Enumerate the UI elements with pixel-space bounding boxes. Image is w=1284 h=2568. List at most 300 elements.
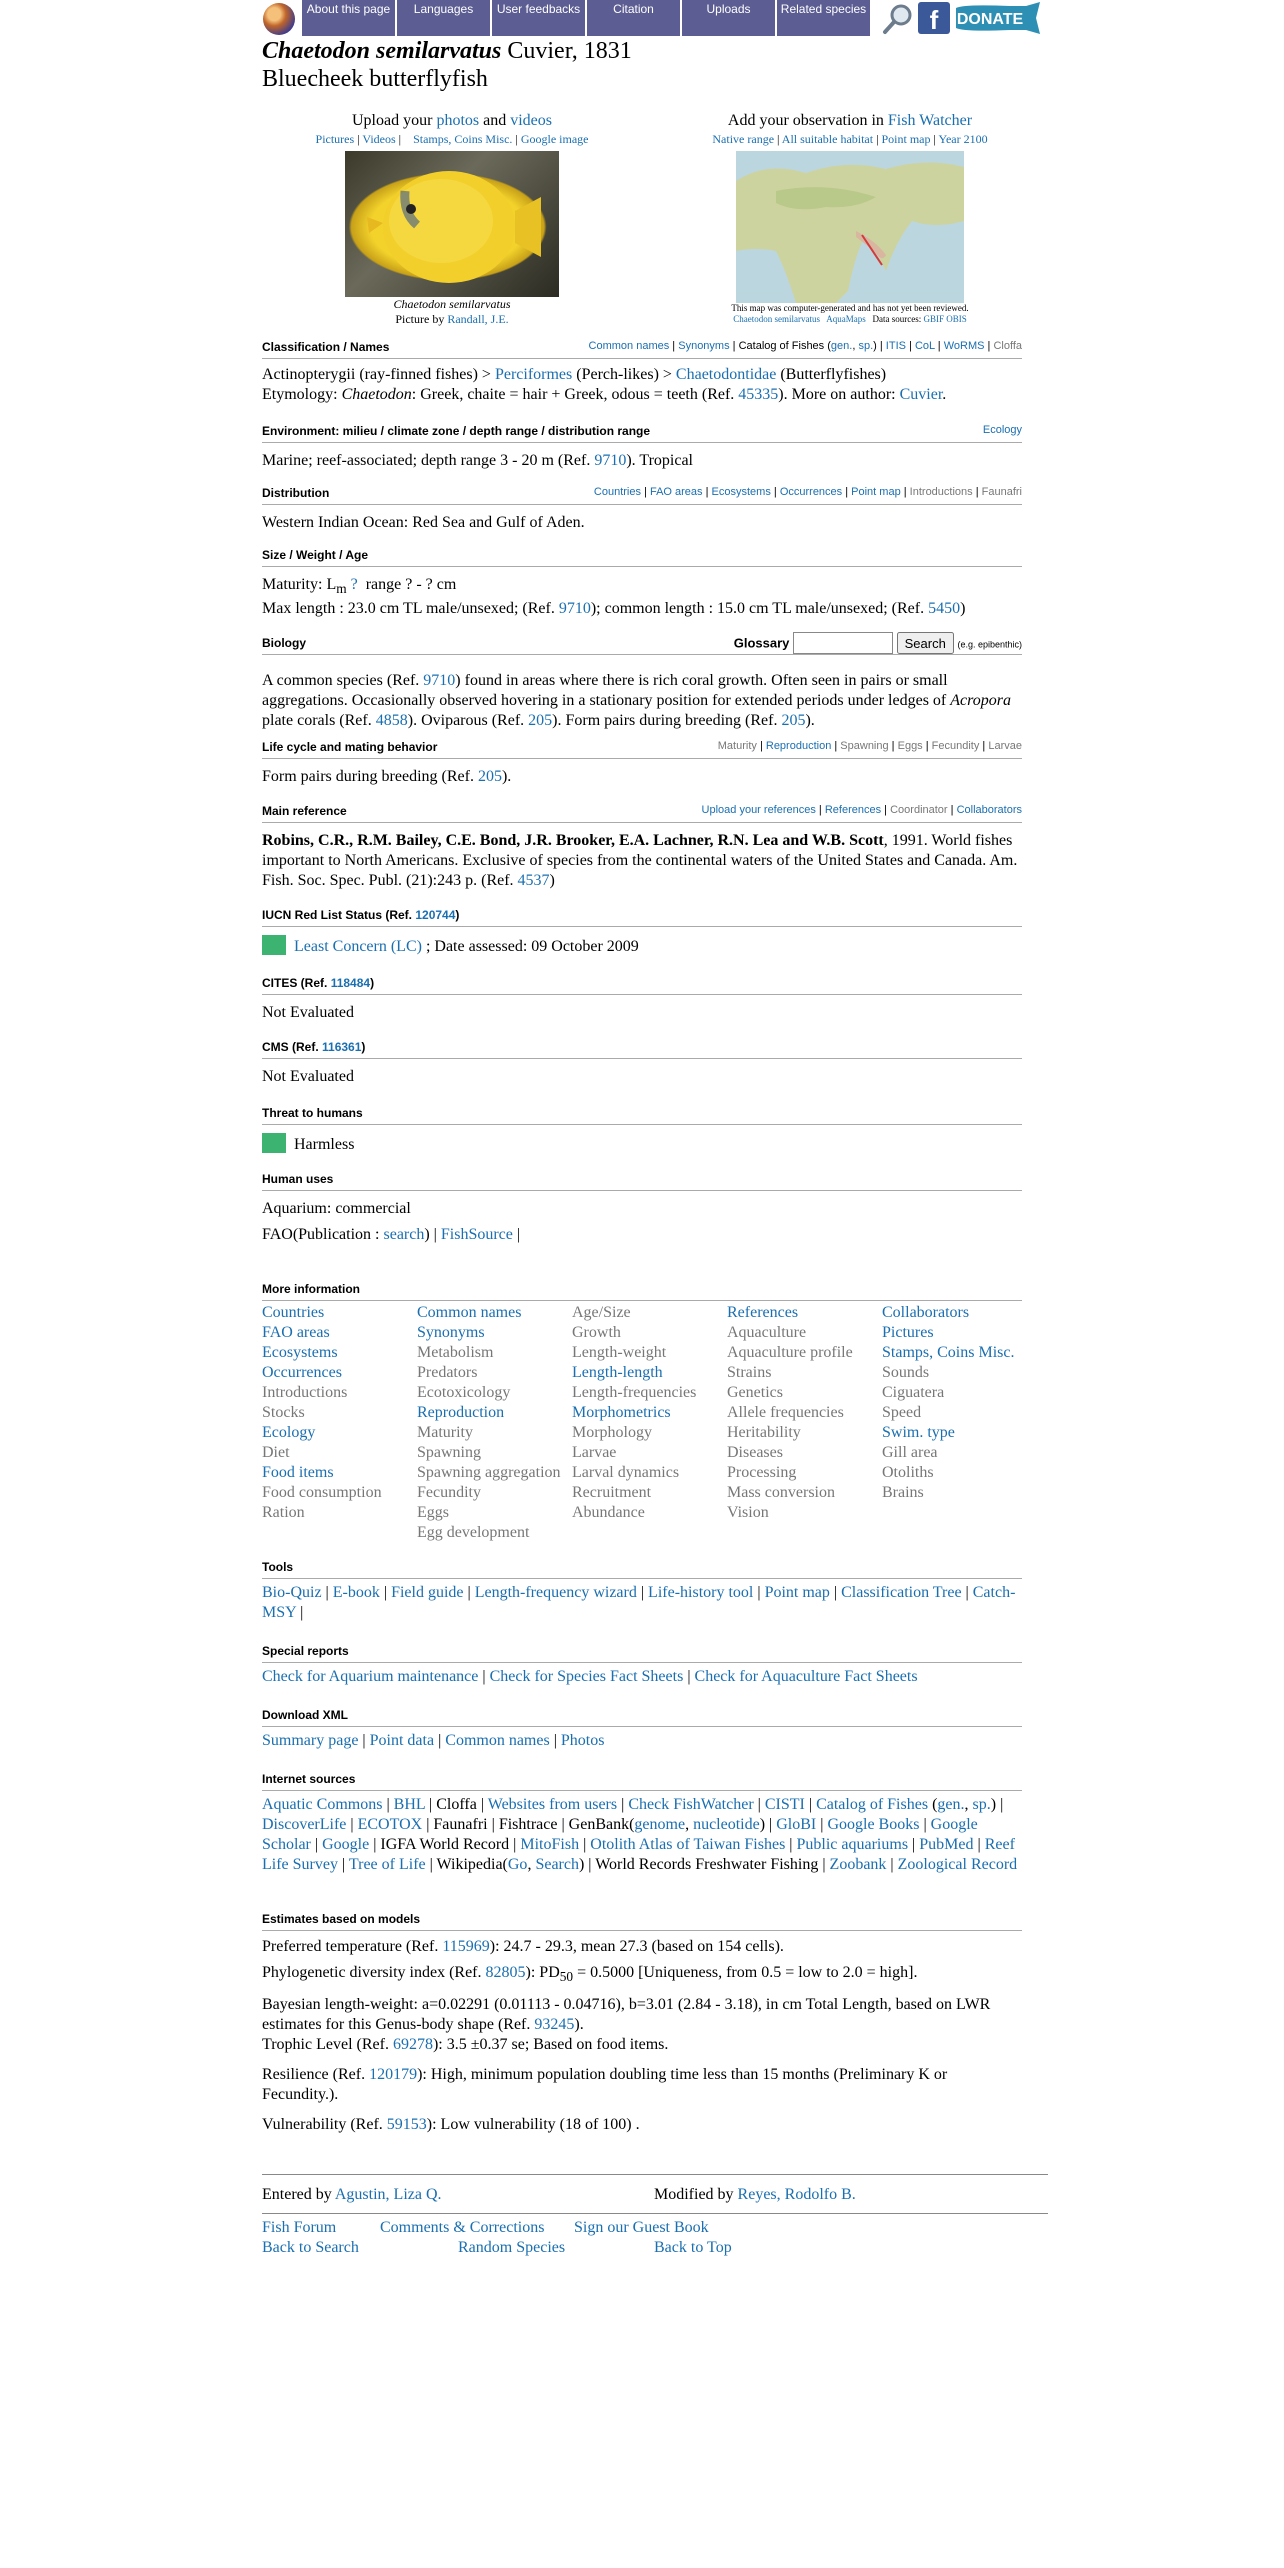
vulnerability <box>262 2115 1022 2135</box>
fao-search-link[interactable]: search <box>383 1226 425 1243</box>
more-info-item[interactable]: FAO areas <box>262 1324 330 1341</box>
cms-ref-link[interactable]: 116361 <box>322 1040 362 1054</box>
catalog-sp-link[interactable]: sp. <box>858 340 874 352</box>
tool-classification-tree[interactable]: Classification Tree <box>841 1584 962 1601</box>
top-navigation <box>262 0 1048 36</box>
fishbase-logo-icon[interactable] <box>263 3 295 35</box>
internet-source-separator: , <box>685 1816 694 1833</box>
human-uses-heading: Human uses <box>262 1172 334 1186</box>
internet-source-separator: ) | <box>990 1796 1008 1813</box>
more-info-item: Aquaculture profile <box>727 1344 853 1361</box>
internet-source-separator: | <box>753 1796 765 1813</box>
tool-point-map[interactable]: Point map <box>764 1584 830 1601</box>
internet-source-link[interactable]: Search <box>535 1856 579 1873</box>
point-map-link[interactable]: Point map <box>881 132 931 146</box>
more-info-item: Larval dynamics <box>572 1464 680 1481</box>
stamps-link[interactable]: Stamps, Coins Misc. <box>413 132 513 146</box>
col-link[interactable]: CoL <box>914 340 935 352</box>
internet-source-link[interactable]: Zoological Record <box>897 1856 1018 1873</box>
videos-link[interactable]: Videos <box>362 132 396 146</box>
internet-source-separator: | Faunafri | Fishtrace | GenBank( <box>422 1816 635 1833</box>
nav-tab-about[interactable]: About this page <box>302 0 397 36</box>
more-info-item: Strains <box>727 1364 772 1381</box>
countries-link[interactable]: Countries <box>593 486 641 498</box>
more-info-item[interactable]: Reproduction <box>417 1404 505 1421</box>
size-heading: Size / Weight / Age <box>262 548 369 562</box>
internet-source-separator: | Cloffa | <box>425 1796 488 1813</box>
more-info-item: Heritability <box>727 1424 801 1441</box>
phylo-ref-link[interactable]: 82805 <box>485 1964 526 1981</box>
internet-source-link[interactable]: PubMed <box>919 1836 974 1853</box>
more-info-column <box>727 1303 882 1543</box>
internet-source-link[interactable]: Check FishWatcher <box>628 1796 754 1813</box>
phylo-pd: ): PD <box>525 1964 560 1981</box>
more-info-item[interactable]: Occurrences <box>262 1364 342 1381</box>
back-to-top-link[interactable]: Back to Top <box>654 2239 732 2256</box>
internet-source-separator: ) | World Records Freshwater Fishing | <box>578 1856 830 1873</box>
biology-text-3: plate corals (Ref. <box>262 712 372 729</box>
cites-heading: CITES (Ref. <box>262 976 328 990</box>
internet-source-separator: | <box>579 1836 591 1853</box>
troph-value: ): 3.5 ±0.37 se; Based on food items. <box>432 2036 669 2054</box>
fishsource-link[interactable]: FishSource <box>440 1226 513 1243</box>
more-info-item: Growth <box>572 1324 621 1341</box>
footer-links <box>262 2214 1048 2258</box>
distribution-point-map-link[interactable]: Point map <box>851 486 901 498</box>
nav-tabs <box>302 0 872 36</box>
glossary-search-button[interactable]: Search <box>897 632 954 654</box>
nav-tab-languages[interactable]: Languages <box>397 0 492 36</box>
tool-catch-msy[interactable]: Catch-MSY <box>262 1584 1016 1621</box>
internet-source-separator: | <box>908 1836 920 1853</box>
biology-ref-3[interactable]: 205 <box>528 712 553 729</box>
more-info-item: Gill area <box>882 1444 938 1461</box>
more-info-item[interactable]: Swim. type <box>882 1424 955 1441</box>
size-section <box>262 548 1022 619</box>
ecology-link[interactable]: Ecology <box>982 424 1022 436</box>
lifecycle-heading: Life cycle and mating behavior <box>262 740 438 754</box>
author-link[interactable]: Cuvier <box>899 386 943 403</box>
more-info-item: Diseases <box>727 1444 783 1461</box>
more-info-item[interactable]: Pictures <box>882 1324 934 1341</box>
maturity-sub: m <box>336 581 347 597</box>
vuln-text: Vulnerability (Ref. <box>262 2116 383 2134</box>
references-link[interactable]: References <box>824 804 882 816</box>
common-names-link[interactable]: Common names <box>588 340 670 352</box>
distribution-text: Western Indian Ocean: Red Sea and Gulf of Aden. <box>262 514 585 531</box>
more-info-item: Length-weight <box>572 1344 667 1361</box>
internet-source-link[interactable]: CISTI <box>764 1796 805 1813</box>
biology-text-5: ). Form pairs during breeding (Ref. <box>552 712 778 729</box>
scientific-name: Chaetodon semilarvatus <box>262 38 502 64</box>
tool-life-history[interactable]: Life-history tool <box>648 1584 754 1601</box>
cms-section: CMS (Ref. 116361) Not Evaluated <box>262 1040 1022 1087</box>
biology-ref-2[interactable]: 4858 <box>375 712 408 729</box>
maturity-label: Maturity: L <box>262 576 337 593</box>
more-info-item: Ration <box>262 1504 305 1521</box>
distribution-map-illustration <box>736 151 964 303</box>
environment-section <box>262 424 1022 471</box>
fish-photo-illustration <box>345 151 559 297</box>
more-info-item: Metabolism <box>417 1344 494 1361</box>
bayes-ref-link[interactable]: 93245 <box>534 2016 575 2034</box>
common-length-text: ); common length : 15.0 cm TL male/unsexed; (Ref. <box>590 600 925 618</box>
entered-by-label: Entered by <box>262 2186 332 2203</box>
maturity-range: range ? - ? cm <box>365 576 457 593</box>
iucn-status-color <box>262 935 286 955</box>
xml-summary-link[interactable]: Summary page <box>262 1732 359 1749</box>
distribution-map[interactable] <box>736 151 964 303</box>
internet-source-link[interactable]: Google Scholar <box>262 1816 982 1853</box>
donate-label: DONATE <box>956 11 1024 28</box>
tool-ebook[interactable]: E-book <box>332 1584 380 1601</box>
glossary-example: (e.g. epibenthic) <box>957 639 1022 650</box>
nav-tab-related-species[interactable]: Related species <box>777 0 872 36</box>
suitable-habitat-link[interactable]: All suitable habitat <box>781 132 874 146</box>
more-info-item[interactable]: Countries <box>262 1304 325 1321</box>
comments-corrections-link[interactable]: Comments & Corrections <box>380 2219 545 2236</box>
xml-photos-link[interactable]: Photos <box>560 1732 605 1749</box>
tool-field-guide[interactable]: Field guide <box>391 1584 464 1601</box>
entered-by-link[interactable]: Agustin, Liza Q. <box>334 2186 442 2203</box>
internet-source-separator: , <box>527 1856 536 1873</box>
internet-source-link[interactable]: Catalog of Fishes <box>816 1796 929 1813</box>
internet-source-link[interactable]: Websites from users <box>487 1796 618 1813</box>
vuln-ref-link[interactable]: 59153 <box>386 2116 427 2134</box>
internet-source-separator: | <box>617 1796 629 1813</box>
search-icon[interactable] <box>882 2 916 36</box>
iucn-date: ; Date assessed: 09 October 2009 <box>425 938 639 955</box>
map-note: This map was computer-generated and has not yet been reviewed. <box>731 303 969 313</box>
internet-source-separator: | <box>785 1836 797 1853</box>
catalog-gen-link[interactable]: gen. <box>830 340 853 352</box>
more-info-item: Predators <box>417 1364 478 1381</box>
more-info-item: Mass conversion <box>727 1484 835 1501</box>
internet-source-link[interactable]: Otolith Atlas of Taiwan Fishes <box>590 1836 786 1853</box>
internet-source-separator: | <box>382 1796 394 1813</box>
download-xml-section: Download XML Summary page | Point data | Common names | Photos <box>262 1708 1022 1751</box>
more-info-item[interactable]: Morphometrics <box>572 1404 671 1421</box>
internet-source-separator: ) | <box>759 1816 777 1833</box>
synonyms-link[interactable]: Synonyms <box>678 340 730 352</box>
internet-source-separator: | Wikipedia( <box>425 1856 508 1873</box>
introductions-text: Introductions <box>909 486 973 498</box>
more-info-item[interactable]: Length-length <box>572 1364 663 1381</box>
internet-source-separator: | IGFA World Record | <box>369 1836 521 1853</box>
internet-source-separator: , <box>964 1796 973 1813</box>
internet-source-link[interactable]: Aquatic Commons <box>262 1796 383 1813</box>
internet-source-separator: | <box>346 1816 358 1833</box>
facebook-icon[interactable]: f <box>918 2 950 34</box>
cloffa-text: Cloffa <box>993 340 1022 352</box>
lifecycle-text: Form pairs during breeding (Ref. <box>262 768 474 785</box>
bayesian-length-weight <box>262 1995 1022 2035</box>
nav-tab-citation[interactable]: Citation <box>587 0 682 36</box>
internet-source-link[interactable]: BHL <box>393 1796 426 1813</box>
aquarium-maintenance-link[interactable]: Check for Aquarium maintenance <box>262 1668 479 1685</box>
troph-ref-link[interactable]: 69278 <box>392 2036 433 2054</box>
reference-authors: Robins, C.R., R.M. Bailey, C.E. Bond, J.R. Brooker, E.A. Lachner, R.N. Lea and W.B. Scott <box>262 832 884 849</box>
special-reports-section: Special reports Check for Aquarium maintenance | Check for Species Fact Sheets | Check for Aquaculture Fact Sheets <box>262 1644 1022 1687</box>
more-info-item[interactable]: Stamps, Coins Misc. <box>882 1344 1015 1361</box>
photo-credit-prefix: Picture by <box>395 312 445 326</box>
tool-bio-quiz[interactable]: Bio-Quiz <box>262 1584 322 1601</box>
obis-link[interactable]: OBIS <box>946 314 967 324</box>
lifecycle-close: ). <box>501 768 512 785</box>
occurrences-link[interactable]: Occurrences <box>779 486 843 498</box>
fish-photo[interactable] <box>345 151 559 297</box>
more-info-item: Morphology <box>572 1424 652 1441</box>
special-reports-heading: Special reports <box>262 1644 349 1658</box>
lc-reproduction-link[interactable]: Reproduction <box>765 740 832 752</box>
native-range-link[interactable]: Native range <box>712 132 775 146</box>
biology-heading: Biology <box>262 636 306 650</box>
resil-value: ): High, minimum population doubling time less than 15 months (Preliminary K or Fecundity.). <box>262 2066 948 2104</box>
photo-block: Upload your photos and videos Pictures | Videos | Stamps, Coins Misc. | Google image Chaetodon semilarvatus Picture by Randall, J.E. <box>315 112 589 326</box>
max-length-text: Max length : 23.0 cm TL male/unsexed; (Ref. <box>262 600 555 618</box>
vuln-value: ): Low vulnerability (18 of 100) . <box>426 2116 640 2134</box>
family-link[interactable]: Chaetodontidae <box>675 366 777 383</box>
google-image-link[interactable]: Google image <box>520 132 589 146</box>
cites-ref-link[interactable]: 118484 <box>330 976 371 990</box>
map-block: Add your observation in Fish Watcher Native range | All suitable habitat | Point map | Year 2100 This map was computer-generated and has not yet been reviewed. Chaetodon semilarvatus AquaMaps Data sources: GBIF OBIS <box>652 112 1048 325</box>
biology-text-6: ). <box>805 712 815 729</box>
internet-source-link[interactable]: Google Books <box>827 1816 920 1833</box>
more-info-column <box>882 1303 1037 1543</box>
internet-source-link[interactable]: MitoFish <box>520 1836 580 1853</box>
internet-source-link[interactable]: Google <box>322 1836 370 1853</box>
family-common: (Butterflyfishes) <box>780 366 887 383</box>
classification-heading: Classification / Names <box>262 340 390 354</box>
fao-areas-link[interactable]: FAO areas <box>649 486 703 498</box>
temp-text: Preferred temperature (Ref. <box>262 1938 439 1955</box>
pictures-link[interactable]: Pictures <box>315 132 355 146</box>
fish-watcher-link[interactable]: Fish Watcher <box>887 112 973 129</box>
photo-caption: Chaetodon semilarvatus <box>393 297 511 311</box>
lc-spawning: Spawning <box>840 740 889 752</box>
iucn-status-link[interactable]: Least Concern (LC) <box>294 938 422 955</box>
internet-source-link[interactable]: genome <box>634 1816 686 1833</box>
modified-by-link[interactable]: Reyes, Rodolfo B. <box>737 2186 856 2203</box>
class-text: Actinopterygii (ray-finned fishes) > <box>262 366 491 383</box>
more-info-item: Recruitment <box>572 1484 652 1501</box>
more-info-heading: More information <box>262 1282 360 1296</box>
preferred-temperature <box>262 1937 1022 1957</box>
internet-sources-list <box>262 1795 1022 1875</box>
internet-source-separator: | <box>816 1816 828 1833</box>
glossary-input[interactable] <box>793 632 893 654</box>
back-to-search-link[interactable]: Back to Search <box>262 2239 359 2256</box>
more-info-item: Larvae <box>572 1444 617 1461</box>
more-info-item: Otoliths <box>882 1464 934 1481</box>
ecosystems-link[interactable]: Ecosystems <box>711 486 771 498</box>
biology-text-1: A common species (Ref. <box>262 672 420 689</box>
distribution-heading: Distribution <box>262 486 330 500</box>
internet-source-separator: | <box>337 1856 349 1873</box>
threat-heading: Threat to humans <box>262 1106 363 1120</box>
more-info-item: Stocks <box>262 1404 305 1421</box>
distribution-section: Distribution Countries | FAO areas | Ecosystems | Occurrences | Point map | Introductions | Faunafri Western Indian Ocean: Red Sea and Gulf of Aden. <box>262 486 1022 531</box>
internet-source-link[interactable]: sp. <box>972 1796 991 1813</box>
temp-ref-link[interactable]: 115969 <box>442 1938 490 1955</box>
internet-source-separator: | <box>973 1836 985 1853</box>
etymology-ref-link[interactable]: 45335 <box>738 386 779 403</box>
more-info-item: Introductions <box>262 1384 348 1401</box>
bayes-text: Bayesian length-weight: a=0.02291 (0.01113 - 0.04716), b=3.01 (2.84 - 3.18), in cm Total Length, based on LWR estimates for this Genus-body shape (Ref. <box>262 1996 991 2034</box>
internet-source-link[interactable]: GloBI <box>776 1816 817 1833</box>
aquarium-text: Aquarium: commercial <box>262 1200 411 1217</box>
common-length-ref-link[interactable]: 5450 <box>928 600 961 618</box>
cms-status: Not Evaluated <box>262 1068 354 1085</box>
more-info-column <box>572 1303 727 1543</box>
internet-source-link[interactable]: DiscoverLife <box>262 1816 347 1833</box>
phylo-sub: 50 <box>559 1969 574 1985</box>
more-info-item: Vision <box>727 1504 769 1521</box>
threat-color <box>262 1133 286 1153</box>
fao-text: FAO(Publication : <box>262 1226 380 1243</box>
resil-text: Resilience (Ref. <box>262 2066 366 2084</box>
download-xml-heading: Download XML <box>262 1708 348 1722</box>
random-species-link[interactable]: Random Species <box>458 2239 566 2256</box>
resil-ref-link[interactable]: 120179 <box>369 2066 418 2084</box>
human-uses-section <box>262 1172 1022 1245</box>
maturity-help-link[interactable]: ? <box>350 576 358 593</box>
internet-sources-section <box>262 1772 1022 1875</box>
internet-source-separator: | <box>804 1796 817 1813</box>
biology-ref-1[interactable]: 9710 <box>423 672 456 689</box>
etymology-label: Etymology: <box>262 386 338 403</box>
internet-source-link[interactable]: Public aquariums <box>796 1836 909 1853</box>
order-link[interactable]: Perciformes <box>494 366 573 383</box>
internet-source-link[interactable]: gen. <box>937 1796 965 1813</box>
more-info-section <box>262 1282 1022 1543</box>
reference-close: ) <box>549 872 555 889</box>
upload-text: Upload your <box>352 112 433 129</box>
upload-photos-link[interactable]: photos <box>436 112 480 129</box>
estimates-section <box>262 1912 1022 2135</box>
data-sources-label: Data sources: <box>872 314 922 324</box>
main-ref-link[interactable]: 4537 <box>517 872 550 889</box>
internet-source-link[interactable]: Go <box>507 1856 528 1873</box>
collaborators-link[interactable]: Collaborators <box>956 804 1022 816</box>
cms-heading: CMS (Ref. <box>262 1040 319 1054</box>
main-reference-section: Main reference Upload your references | References | Coordinator | Collaborators Robins, C.R., R.M. Bailey, C.E. Bond, J.R. Brooker, E.A. Lachner, R.N. Lea and W.B. Scott, 1991. World fishes important to North Americans. Exclusive of species from the continental waters of the United States and Canada. Am. Fish. Soc. Spec. Publ. (21):243 p. (Ref. 4537) <box>262 804 1022 889</box>
page-title <box>262 38 632 65</box>
more-info-item[interactable]: References <box>727 1304 799 1321</box>
more-info-item: Brains <box>882 1484 924 1501</box>
more-info-item: Allele frequencies <box>727 1404 844 1421</box>
photo-credit-link[interactable]: Randall, J.E. <box>447 312 509 326</box>
internet-source-link[interactable]: Reef Life Survey <box>262 1836 1019 1873</box>
internet-source-link[interactable]: ECOTOX <box>357 1816 423 1833</box>
troph-text: Trophic Level (Ref. <box>262 2036 389 2054</box>
upload-videos-link[interactable]: videos <box>510 112 552 129</box>
worms-link[interactable]: WoRMS <box>943 340 985 352</box>
biology-text-2: ) found in areas where there is rich coral growth. Often seen in pairs or small aggregations. Occasionally observed hovering in a stationary position for extended periods under ledges of <box>262 672 948 709</box>
internet-source-separator: | <box>886 1856 898 1873</box>
map-species-link[interactable]: Chaetodon semilarvatus <box>733 314 820 324</box>
environment-heading: Environment: milieu / climate zone / depth range / distribution range <box>262 424 651 438</box>
internet-source-link[interactable]: Zoobank <box>829 1856 887 1873</box>
itis-link[interactable]: ITIS <box>885 340 906 352</box>
environment-ref-link[interactable]: 9710 <box>594 452 627 469</box>
more-info-item: Length-frequencies <box>572 1384 697 1401</box>
lifecycle-ref-link[interactable]: 205 <box>477 768 502 785</box>
trophic-level <box>262 2035 1022 2055</box>
donate-button[interactable] <box>954 2 1048 34</box>
threat-text: Harmless <box>294 1136 355 1153</box>
common-name: Bluecheek butterflyfish <box>262 66 488 92</box>
cites-status: Not Evaluated <box>262 1004 354 1021</box>
nav-tab-uploads[interactable]: Uploads <box>682 0 777 36</box>
order-common: (Perch-likes) > <box>576 366 672 383</box>
more-info-item[interactable]: Synonyms <box>417 1324 485 1341</box>
tools-heading: Tools <box>262 1560 294 1574</box>
nav-tab-user-feedbacks[interactable]: User feedbacks <box>492 0 587 36</box>
tool-length-frequency[interactable]: Length-frequency wizard <box>474 1584 637 1601</box>
cites-section: CITES (Ref. 118484) Not Evaluated <box>262 976 1022 1023</box>
more-info-item[interactable]: Food items <box>262 1464 334 1481</box>
more-info-item: Ecotoxicology <box>417 1384 511 1401</box>
internet-source-link[interactable]: Tree of Life <box>348 1856 426 1873</box>
fao-sep: ) | <box>424 1226 437 1243</box>
biology-ref-4[interactable]: 205 <box>781 712 806 729</box>
classification-section: Classification / Names Common names | Synonyms | Catalog of Fishes (gen., sp.) | ITIS | CoL | WoRMS | Cloffa Actinopterygii (ray-finned fishes) > Perciformes (Perch-likes) > Chaetodontidae (Butterflyfishes) Etymology: Chaetodon: Greek, chaite = hair + Greek, odous = teeth (Ref. 45335). More on author: Cuvier. <box>262 340 1022 403</box>
more-info-item[interactable]: Common names <box>417 1304 522 1321</box>
max-length-ref-link[interactable]: 9710 <box>558 600 591 618</box>
guest-book-link[interactable]: Sign our Guest Book <box>574 2219 709 2236</box>
lc-larvae: Larvae <box>988 740 1022 752</box>
species-fact-sheets-link[interactable]: Check for Species Fact Sheets <box>489 1668 684 1685</box>
modified-by-label: Modified by <box>654 2186 734 2203</box>
gbif-link[interactable]: GBIF <box>923 314 944 324</box>
aquamaps-link[interactable]: AquaMaps <box>826 314 866 324</box>
reference-text: , 1991. World fishes important to North Americans. Exclusive of species from the continental waters of the United States and Canada. Am. Fish. Soc. Spec. Publ. (21):243 p. (Ref. <box>262 832 1018 889</box>
observation-text: Add your observation in <box>727 112 884 129</box>
phylo-value: = 0.5000 [Uniqueness, from 0.5 = low to 2.0 = high]. <box>573 1964 918 1981</box>
more-info-item[interactable]: Ecology <box>262 1424 316 1441</box>
internet-source-link[interactable]: nucleotide <box>693 1816 760 1833</box>
more-info-item: Aquaculture <box>727 1324 807 1341</box>
threat-section <box>262 1106 1022 1155</box>
xml-common-names-link[interactable]: Common names <box>445 1732 550 1749</box>
more-info-item: Spawning <box>417 1444 481 1461</box>
glossary-label: Glossary <box>733 635 790 651</box>
internet-sources-heading: Internet sources <box>262 1772 356 1786</box>
internet-source-separator: ( <box>928 1796 938 1813</box>
size-close: ) <box>960 600 966 618</box>
bayes-close: ). <box>574 2016 584 2034</box>
more-info-item: Genetics <box>727 1384 783 1401</box>
more-info-item: Maturity <box>417 1424 473 1441</box>
more-info-item[interactable]: Ecosystems <box>262 1344 338 1361</box>
resilience <box>262 2065 1022 2105</box>
upload-references-link[interactable]: Upload your references <box>701 804 816 816</box>
estimates-heading: Estimates based on models <box>262 1912 421 1926</box>
main-reference-heading: Main reference <box>262 804 347 818</box>
more-info-column <box>417 1303 572 1543</box>
year-2100-link[interactable]: Year 2100 <box>938 132 988 146</box>
iucn-ref-link[interactable]: 120744 <box>415 908 456 922</box>
more-info-item[interactable]: Collaborators <box>882 1304 970 1321</box>
etymology-text: : Greek, chaite = hair + Greek, odous = teeth (Ref. <box>411 386 735 403</box>
xml-point-data-link[interactable]: Point data <box>369 1732 435 1749</box>
iucn-heading: IUCN Red List Status (Ref. <box>262 908 413 922</box>
glossary-search <box>734 632 1022 654</box>
lc-eggs: Eggs <box>897 740 923 752</box>
fish-forum-link[interactable]: Fish Forum <box>262 2219 337 2236</box>
aquaculture-fact-sheets-link[interactable]: Check for Aquaculture Fact Sheets <box>694 1668 918 1685</box>
